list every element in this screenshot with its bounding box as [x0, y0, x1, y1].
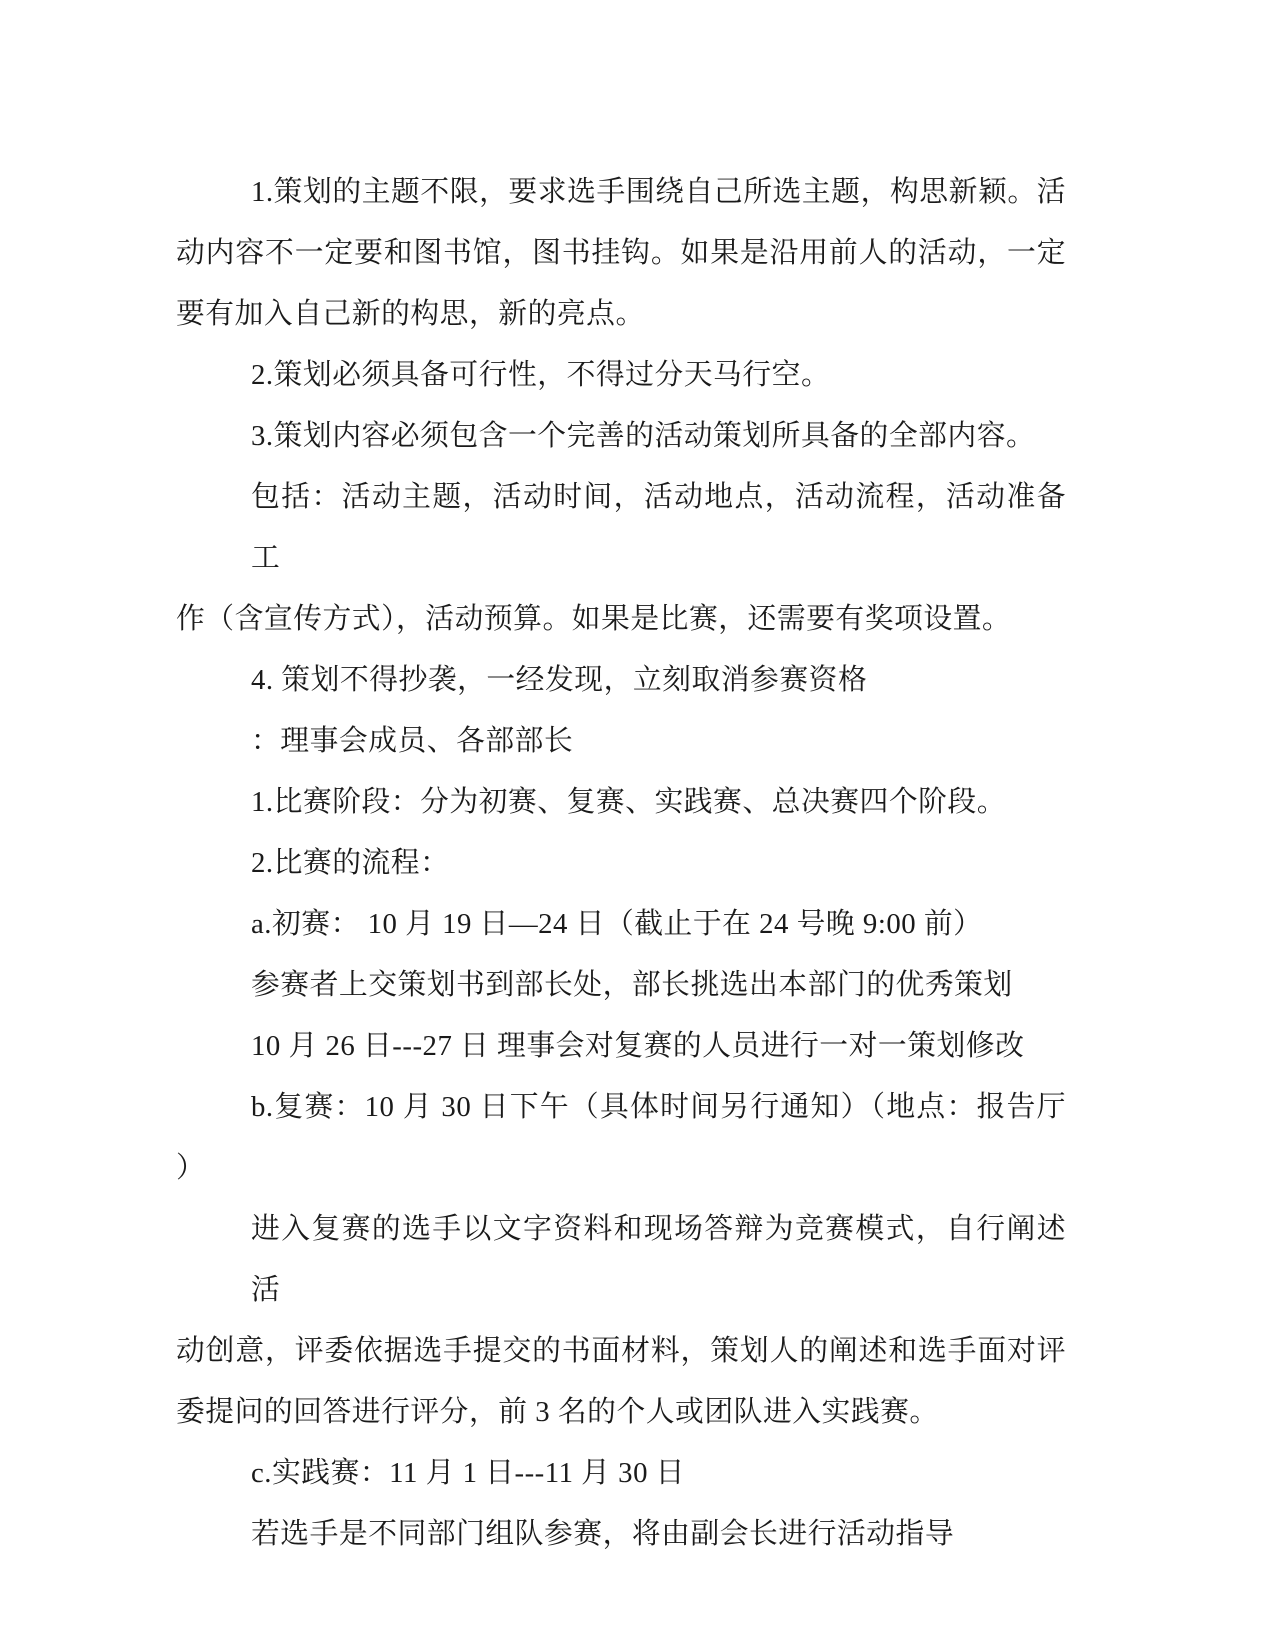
text-line: 要有加入自己新的构思，新的亮点。	[176, 298, 645, 330]
text-line: 包括：活动主题，活动时间，活动地点，活动流程，活动准备工	[251, 481, 1066, 574]
text-line: 2.策划必须具备可行性，不得过分天马行空。	[251, 359, 831, 391]
text-line: 1.比赛阶段：分为初赛、复赛、实践赛、总决赛四个阶段。	[251, 786, 1007, 818]
text-line: 动创意，评委依据选手提交的书面材料，策划人的阐述和选手面对评	[176, 1335, 1066, 1367]
text-line: ：理事会成员、各部部长	[251, 725, 574, 757]
text-line: 参赛者上交策划书到部长处，部长挑选出本部门的优秀策划	[251, 969, 1013, 1001]
text-line: 3.策划内容必须包含一个完善的活动策划所具备的全部内容。	[251, 420, 1036, 452]
text-line: 2.比赛的流程：	[251, 847, 450, 879]
text-line: 动内容不一定要和图书馆，图书挂钩。如果是沿用前人的活动，一定	[176, 237, 1066, 269]
text-line: 10 月 26 日---27 日 理事会对复赛的人员进行一对一策划修改	[251, 1030, 1025, 1062]
text-line: 作（含宣传方式），活动预算。如果是比赛，还需要有奖项设置。	[176, 603, 1012, 635]
text-line: b.复赛：10 月 30 日下午（具体时间另行通知）（地点：报告厅	[251, 1091, 1066, 1123]
text-line: 进入复赛的选手以文字资料和现场答辩为竞赛模式，自行阐述活	[251, 1213, 1066, 1306]
text-line: 4. 策划不得抄袭，一经发现，立刻取消参赛资格	[251, 664, 868, 696]
text-line: ）	[176, 1152, 206, 1184]
text-line: c.实践赛：11 月 1 日---11 月 30 日	[251, 1457, 685, 1489]
text-line: 委提问的回答进行评分，前 3 名的个人或团队进入实践赛。	[176, 1396, 939, 1428]
document-body	[176, 162, 1066, 1565]
text-line: 若选手是不同部门组队参赛，将由副会长进行活动指导	[251, 1518, 955, 1550]
text-line: a.初赛： 10 月 19 日—24 日（截止于在 24 号晚 9:00 前）	[251, 908, 983, 940]
text-line: 1.策划的主题不限，要求选手围绕自己所选主题，构思新颖。活	[251, 176, 1066, 208]
